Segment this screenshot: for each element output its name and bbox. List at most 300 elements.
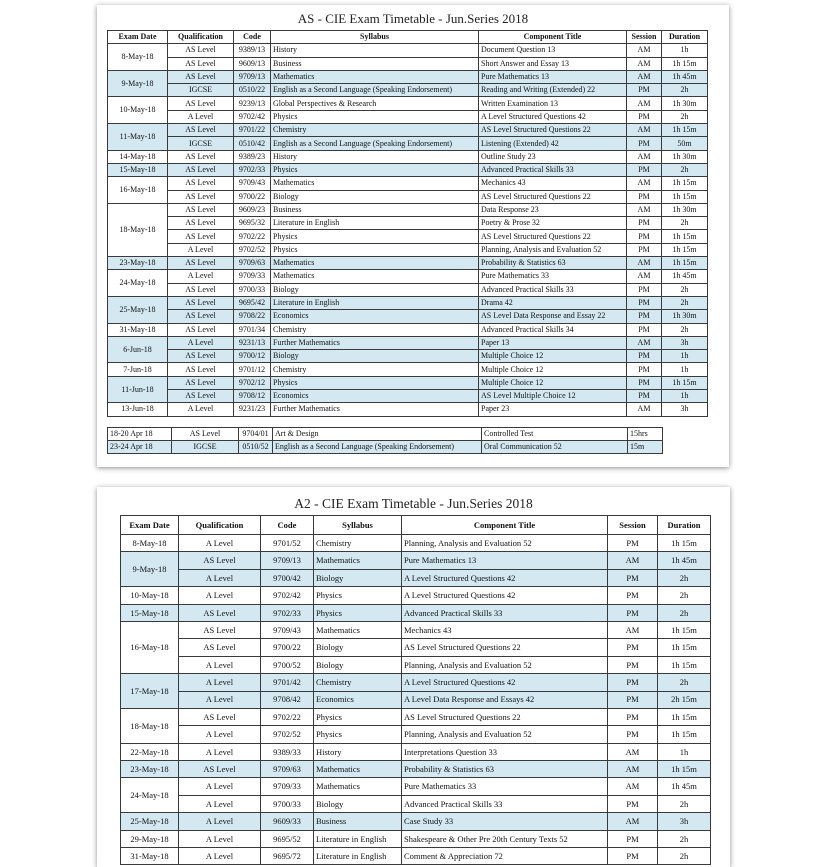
duration-cell: 1h 15m	[658, 621, 711, 638]
session-cell: PM	[627, 283, 662, 296]
component-title-cell: Planning, Analysis and Evaluation 52	[402, 726, 608, 743]
session-cell: PM	[608, 656, 658, 673]
syllabus-cell: Literature in English	[271, 296, 479, 309]
session-cell: AM	[627, 403, 662, 416]
exam-date-cell: 6-Jun-18	[108, 336, 168, 363]
table-row	[121, 830, 711, 847]
session-cell: PM	[608, 674, 658, 691]
code-cell: 9709/33	[261, 778, 314, 795]
session-cell: PM	[608, 604, 658, 621]
syllabus-cell: Physics	[271, 243, 479, 256]
exam-date-cell: 8-May-18	[121, 535, 179, 552]
a2-timetable-sheet	[97, 487, 730, 867]
component-title-cell: Advanced Practical Skills 33	[479, 283, 627, 296]
qualification-cell: A Level	[179, 691, 261, 708]
syllabus-cell: Economics	[271, 390, 479, 403]
qualification-cell: IGCSE	[172, 441, 239, 454]
syllabus-cell: Physics	[271, 376, 479, 389]
code-cell: 9389/33	[261, 743, 314, 760]
session-cell: PM	[627, 390, 662, 403]
duration-cell: 2h	[658, 830, 711, 847]
syllabus-cell: History	[314, 743, 402, 760]
code-cell: 9700/52	[261, 656, 314, 673]
syllabus-cell: Mathematics	[314, 552, 402, 569]
component-title-cell: Written Examination 13	[479, 97, 627, 110]
code-cell: 9709/43	[234, 177, 271, 190]
syllabus-cell: Chemistry	[314, 535, 402, 552]
code-cell: 9695/42	[234, 296, 271, 309]
session-cell: AM	[608, 743, 658, 760]
duration-cell: 2h	[658, 674, 711, 691]
qualification-cell: A Level	[179, 587, 261, 604]
table-row	[121, 726, 711, 743]
component-title-cell: AS Level Data Response and Essay 22	[479, 310, 627, 323]
exam-date-cell: 17-May-18	[121, 674, 179, 709]
exam-date-cell: 18-May-18	[121, 708, 179, 743]
duration-cell: 2h	[658, 569, 711, 586]
code-cell: 9702/12	[234, 376, 271, 389]
component-title-cell: Pure Mathematics 13	[479, 70, 627, 83]
session-cell: AM	[627, 336, 662, 349]
session-cell: PM	[627, 363, 662, 376]
syllabus-cell: Business	[271, 203, 479, 216]
syllabus-cell: Business	[271, 57, 479, 70]
syllabus-cell: Physics	[271, 110, 479, 123]
table-row	[108, 363, 708, 376]
syllabus-cell: Literature in English	[314, 830, 402, 847]
component-title-cell: Document Question 13	[479, 44, 627, 57]
session-cell: AM	[627, 270, 662, 283]
table-row	[108, 230, 708, 243]
table-row	[108, 217, 708, 230]
component-title-cell: Paper 13	[479, 336, 627, 349]
exam-date-cell: 7-Jun-18	[108, 363, 168, 376]
syllabus-cell: Business	[314, 813, 402, 830]
code-cell: 9695/72	[261, 848, 314, 865]
duration-cell: 3h	[658, 813, 711, 830]
session-cell: PM	[627, 110, 662, 123]
exam-date-cell: 15-May-18	[121, 604, 179, 621]
exam-date-cell: 25-May-18	[121, 813, 179, 830]
code-cell: 9702/42	[261, 587, 314, 604]
qualification-cell: AS Level	[179, 639, 261, 656]
component-title-cell: Poetry & Prose 32	[479, 217, 627, 230]
duration-cell: 1h 30m	[662, 310, 708, 323]
exam-date-cell: 14-May-18	[108, 150, 168, 163]
duration-cell: 1h 45m	[662, 270, 708, 283]
table-row	[108, 163, 708, 176]
duration-cell: 1h 15m	[658, 726, 711, 743]
qualification-cell: A Level	[168, 336, 234, 349]
column-header: Code	[261, 516, 314, 535]
syllabus-cell: Mathematics	[314, 761, 402, 778]
component-title-cell: Oral Communication 52	[482, 441, 628, 454]
syllabus-cell: Economics	[271, 310, 479, 323]
duration-cell: 1h	[662, 363, 708, 376]
session-cell: PM	[627, 350, 662, 363]
exam-date-cell: 15-May-18	[108, 163, 168, 176]
component-title-cell: Pure Mathematics 33	[402, 778, 608, 795]
component-title-cell: Mechanics 43	[479, 177, 627, 190]
duration-cell: 2h	[662, 110, 708, 123]
syllabus-cell: Biology	[271, 190, 479, 203]
code-cell: 9708/42	[261, 691, 314, 708]
syllabus-cell: Mathematics	[314, 778, 402, 795]
code-cell: 9709/13	[234, 70, 271, 83]
exam-date-cell: 13-Jun-18	[108, 403, 168, 416]
code-cell: 0510/52	[239, 441, 273, 454]
syllabus-cell: Mathematics	[271, 270, 479, 283]
qualification-cell: AS Level	[168, 124, 234, 137]
qualification-cell: AS Level	[168, 376, 234, 389]
component-title-cell: AS Level Multiple Choice 12	[479, 390, 627, 403]
qualification-cell: AS Level	[172, 428, 239, 441]
duration-cell: 1h	[662, 390, 708, 403]
exam-date-cell: 18-May-18	[108, 203, 168, 256]
column-header: Session	[627, 31, 662, 44]
component-title-cell: Comment & Appreciation 72	[402, 848, 608, 865]
syllabus-cell: Biology	[314, 639, 402, 656]
duration-cell: 15hrs	[628, 428, 663, 441]
code-cell: 9389/13	[234, 44, 271, 57]
component-title-cell: Mechanics 43	[402, 621, 608, 638]
component-title-cell: Multiple Choice 12	[479, 350, 627, 363]
code-cell: 9700/22	[234, 190, 271, 203]
qualification-cell: AS Level	[179, 621, 261, 638]
syllabus-cell: Biology	[271, 350, 479, 363]
table-row	[121, 761, 711, 778]
qualification-cell: A Level	[179, 674, 261, 691]
code-cell: 9702/42	[234, 110, 271, 123]
duration-cell: 2h	[658, 604, 711, 621]
component-title-cell: Listening (Extended) 42	[479, 137, 627, 150]
table-row	[121, 604, 711, 621]
code-cell: 9708/12	[234, 390, 271, 403]
qualification-cell: AS Level	[168, 177, 234, 190]
exam-date-cell: 11-May-18	[108, 124, 168, 151]
syllabus-cell: Biology	[314, 795, 402, 812]
exam-date-cell: 23-May-18	[121, 761, 179, 778]
table-row	[108, 257, 708, 270]
syllabus-cell: Global Perspectives & Research	[271, 97, 479, 110]
qualification-cell: A Level	[179, 726, 261, 743]
exam-date-cell: 10-May-18	[121, 587, 179, 604]
qualification-cell: AS Level	[168, 230, 234, 243]
session-cell: PM	[608, 726, 658, 743]
code-cell: 9709/63	[234, 257, 271, 270]
table-row	[121, 674, 711, 691]
exam-date-cell: 31-May-18	[121, 848, 179, 865]
table-row	[108, 110, 708, 123]
syllabus-cell: Biology	[271, 283, 479, 296]
session-cell: PM	[627, 323, 662, 336]
syllabus-cell: Physics	[314, 726, 402, 743]
component-title-cell: A Level Structured Questions 42	[402, 587, 608, 604]
syllabus-cell: Chemistry	[271, 323, 479, 336]
code-cell: 9609/13	[234, 57, 271, 70]
qualification-cell: AS Level	[168, 97, 234, 110]
exam-date-cell: 8-May-18	[108, 44, 168, 71]
column-header: Qualification	[179, 516, 261, 535]
component-title-cell: AS Level Structured Questions 22	[402, 639, 608, 656]
session-cell: PM	[608, 569, 658, 586]
syllabus-cell: Chemistry	[271, 124, 479, 137]
component-title-cell: Planning, Analysis and Evaluation 52	[402, 656, 608, 673]
duration-cell: 2h	[662, 296, 708, 309]
duration-cell: 1h 15m	[662, 177, 708, 190]
qualification-cell: AS Level	[168, 310, 234, 323]
exam-date-cell: 16-May-18	[121, 621, 179, 673]
duration-cell: 50m	[662, 137, 708, 150]
code-cell: 9239/13	[234, 97, 271, 110]
qualification-cell: AS Level	[168, 44, 234, 57]
table-row	[108, 376, 708, 389]
code-cell: 9709/63	[261, 761, 314, 778]
qualification-cell: IGCSE	[168, 84, 234, 97]
column-header: Exam Date	[121, 516, 179, 535]
session-cell: AM	[627, 97, 662, 110]
code-cell: 0510/22	[234, 84, 271, 97]
exam-date-cell: 11-Jun-18	[108, 376, 168, 403]
code-cell: 9701/34	[234, 323, 271, 336]
session-cell: PM	[627, 163, 662, 176]
table-row	[121, 708, 711, 725]
exam-date-cell: 9-May-18	[121, 552, 179, 587]
qualification-cell: AS Level	[168, 190, 234, 203]
session-cell: AM	[627, 124, 662, 137]
exam-date-cell: 29-May-18	[121, 830, 179, 847]
qualification-cell: A Level	[179, 795, 261, 812]
table-header-row	[121, 516, 711, 535]
component-title-cell: Probability & Statistics 63	[402, 761, 608, 778]
component-title-cell: Pure Mathematics 33	[479, 270, 627, 283]
code-cell: 9702/22	[234, 230, 271, 243]
code-cell: 9389/23	[234, 150, 271, 163]
duration-cell: 1h 15m	[662, 257, 708, 270]
duration-cell: 1h 45m	[662, 70, 708, 83]
session-cell: AM	[627, 150, 662, 163]
session-cell: PM	[608, 795, 658, 812]
code-cell: 9609/23	[234, 203, 271, 216]
table-row	[121, 848, 711, 865]
code-cell: 9700/12	[234, 350, 271, 363]
column-header: Session	[608, 516, 658, 535]
exam-date-cell: 22-May-18	[121, 743, 179, 760]
exam-date-cell: 23-May-18	[108, 257, 168, 270]
session-cell: PM	[608, 848, 658, 865]
qualification-cell: AS Level	[168, 363, 234, 376]
component-title-cell: Drama 42	[479, 296, 627, 309]
session-cell: PM	[627, 310, 662, 323]
duration-cell: 1h 15m	[662, 57, 708, 70]
duration-cell: 1h 30m	[662, 150, 708, 163]
table-row	[108, 403, 708, 416]
session-cell: AM	[627, 44, 662, 57]
qualification-cell: A Level	[179, 848, 261, 865]
code-cell: 9709/43	[261, 621, 314, 638]
code-cell: 9700/33	[261, 795, 314, 812]
code-cell: 9709/13	[261, 552, 314, 569]
table-row	[108, 84, 708, 97]
syllabus-cell: History	[271, 44, 479, 57]
a2-timetable-title: A2 - CIE Exam Timetable - Jun.Series 2018	[294, 496, 533, 511]
exam-date-cell: 18-20 Apr 18	[108, 428, 172, 441]
component-title-cell: Probability & Statistics 63	[479, 257, 627, 270]
table-row	[121, 743, 711, 760]
code-cell: 9702/33	[261, 604, 314, 621]
duration-cell: 1h 15m	[658, 761, 711, 778]
component-title-cell: Paper 23	[479, 403, 627, 416]
qualification-cell: AS Level	[168, 257, 234, 270]
qualification-cell: AS Level	[168, 57, 234, 70]
table-row	[108, 203, 708, 216]
qualification-cell: A Level	[179, 535, 261, 552]
duration-cell: 1h 15m	[658, 639, 711, 656]
table-row	[108, 44, 708, 57]
component-title-cell: Multiple Choice 12	[479, 363, 627, 376]
qualification-cell: A Level	[168, 243, 234, 256]
component-title-cell: AS Level Structured Questions 22	[479, 230, 627, 243]
duration-cell: 1h	[662, 350, 708, 363]
column-header: Component Title	[402, 516, 608, 535]
session-cell: PM	[627, 137, 662, 150]
code-cell: 9231/13	[234, 336, 271, 349]
code-cell: 9700/22	[261, 639, 314, 656]
syllabus-cell: Mathematics	[271, 70, 479, 83]
table-row	[121, 795, 711, 812]
qualification-cell: AS Level	[168, 163, 234, 176]
code-cell: 9702/52	[234, 243, 271, 256]
code-cell: 9701/52	[261, 535, 314, 552]
table-row	[108, 190, 708, 203]
syllabus-cell: Physics	[271, 230, 479, 243]
session-cell: PM	[627, 217, 662, 230]
duration-cell: 1h 15m	[662, 243, 708, 256]
syllabus-cell: English as a Second Language (Speaking Endorsement)	[273, 441, 482, 454]
exam-date-cell: 25-May-18	[108, 296, 168, 323]
code-cell: 9702/52	[261, 726, 314, 743]
as-timetable-sheet	[97, 5, 729, 467]
session-cell: AM	[608, 761, 658, 778]
table-row	[108, 441, 663, 454]
syllabus-cell: Mathematics	[271, 177, 479, 190]
qualification-cell: AS Level	[168, 150, 234, 163]
exam-date-cell: 24-May-18	[108, 270, 168, 297]
duration-cell: 1h 30m	[662, 97, 708, 110]
exam-date-cell: 23-24 Apr 18	[108, 441, 172, 454]
code-cell: 9609/33	[261, 813, 314, 830]
duration-cell: 1h 15m	[662, 124, 708, 137]
table-row	[108, 350, 708, 363]
exam-date-cell: 16-May-18	[108, 177, 168, 204]
qualification-cell: AS Level	[168, 390, 234, 403]
as-timetable-title: AS - CIE Exam Timetable - Jun.Series 2018	[297, 11, 529, 26]
component-title-cell: Multiple Choice 12	[479, 376, 627, 389]
qualification-cell: AS Level	[168, 350, 234, 363]
session-cell: PM	[608, 587, 658, 604]
component-title-cell: Advanced Practical Skills 34	[479, 323, 627, 336]
code-cell: 9709/33	[234, 270, 271, 283]
duration-cell: 2h	[662, 323, 708, 336]
session-cell: AM	[608, 621, 658, 638]
as-extra-table	[107, 427, 663, 454]
column-header: Code	[234, 31, 271, 44]
syllabus-cell: Literature in English	[314, 848, 402, 865]
code-cell: 9701/42	[261, 674, 314, 691]
duration-cell: 2h	[658, 587, 711, 604]
code-cell: 0510/42	[234, 137, 271, 150]
session-cell: PM	[627, 296, 662, 309]
duration-cell: 1h 15m	[662, 190, 708, 203]
component-title-cell: A Level Structured Questions 42	[402, 674, 608, 691]
session-cell: PM	[608, 691, 658, 708]
qualification-cell: AS Level	[168, 323, 234, 336]
exam-date-cell: 31-May-18	[108, 323, 168, 336]
qualification-cell: AS Level	[179, 552, 261, 569]
qualification-cell: IGCSE	[168, 137, 234, 150]
syllabus-cell: Biology	[314, 656, 402, 673]
table-row	[121, 639, 711, 656]
qualification-cell: AS Level	[168, 296, 234, 309]
component-title-cell: Advanced Practical Skills 33	[402, 795, 608, 812]
qualification-cell: AS Level	[179, 604, 261, 621]
code-cell: 9702/22	[261, 708, 314, 725]
table-row	[108, 296, 708, 309]
column-header: Component Title	[479, 31, 627, 44]
table-header-row	[108, 31, 708, 44]
component-title-cell: Shakespeare & Other Pre 20th Century Texts 52	[402, 830, 608, 847]
table-row	[108, 283, 708, 296]
duration-cell: 1h	[658, 743, 711, 760]
component-title-cell: Interpretations Question 33	[402, 743, 608, 760]
syllabus-cell: Mathematics	[271, 257, 479, 270]
column-header: Syllabus	[314, 516, 402, 535]
table-row	[108, 390, 708, 403]
qualification-cell: AS Level	[168, 283, 234, 296]
code-cell: 9704/01	[239, 428, 273, 441]
duration-cell: 15m	[628, 441, 663, 454]
code-cell: 9695/32	[234, 217, 271, 230]
session-cell: PM	[627, 376, 662, 389]
table-row	[108, 124, 708, 137]
exam-date-cell: 9-May-18	[108, 70, 168, 97]
qualification-cell: AS Level	[179, 761, 261, 778]
qualification-cell: AS Level	[168, 203, 234, 216]
table-row	[121, 778, 711, 795]
syllabus-cell: Physics	[314, 604, 402, 621]
syllabus-cell: English as a Second Language (Speaking Endorsement)	[271, 137, 479, 150]
table-row	[121, 552, 711, 569]
session-cell: PM	[627, 243, 662, 256]
duration-cell: 1h	[662, 44, 708, 57]
table-row	[121, 569, 711, 586]
syllabus-cell: English as a Second Language (Speaking Endorsement)	[271, 84, 479, 97]
table-row	[121, 691, 711, 708]
duration-cell: 1h 15m	[662, 230, 708, 243]
session-cell: AM	[627, 57, 662, 70]
session-cell: PM	[608, 639, 658, 656]
component-title-cell: A Level Data Response and Essays 42	[402, 691, 608, 708]
session-cell: PM	[608, 830, 658, 847]
duration-cell: 2h	[658, 848, 711, 865]
table-row	[108, 428, 663, 441]
syllabus-cell: Mathematics	[314, 621, 402, 638]
a2-timetable-table	[120, 515, 711, 865]
table-row	[121, 587, 711, 604]
table-row	[108, 150, 708, 163]
qualification-cell: A Level	[168, 110, 234, 123]
component-title-cell: Controlled Test	[482, 428, 628, 441]
